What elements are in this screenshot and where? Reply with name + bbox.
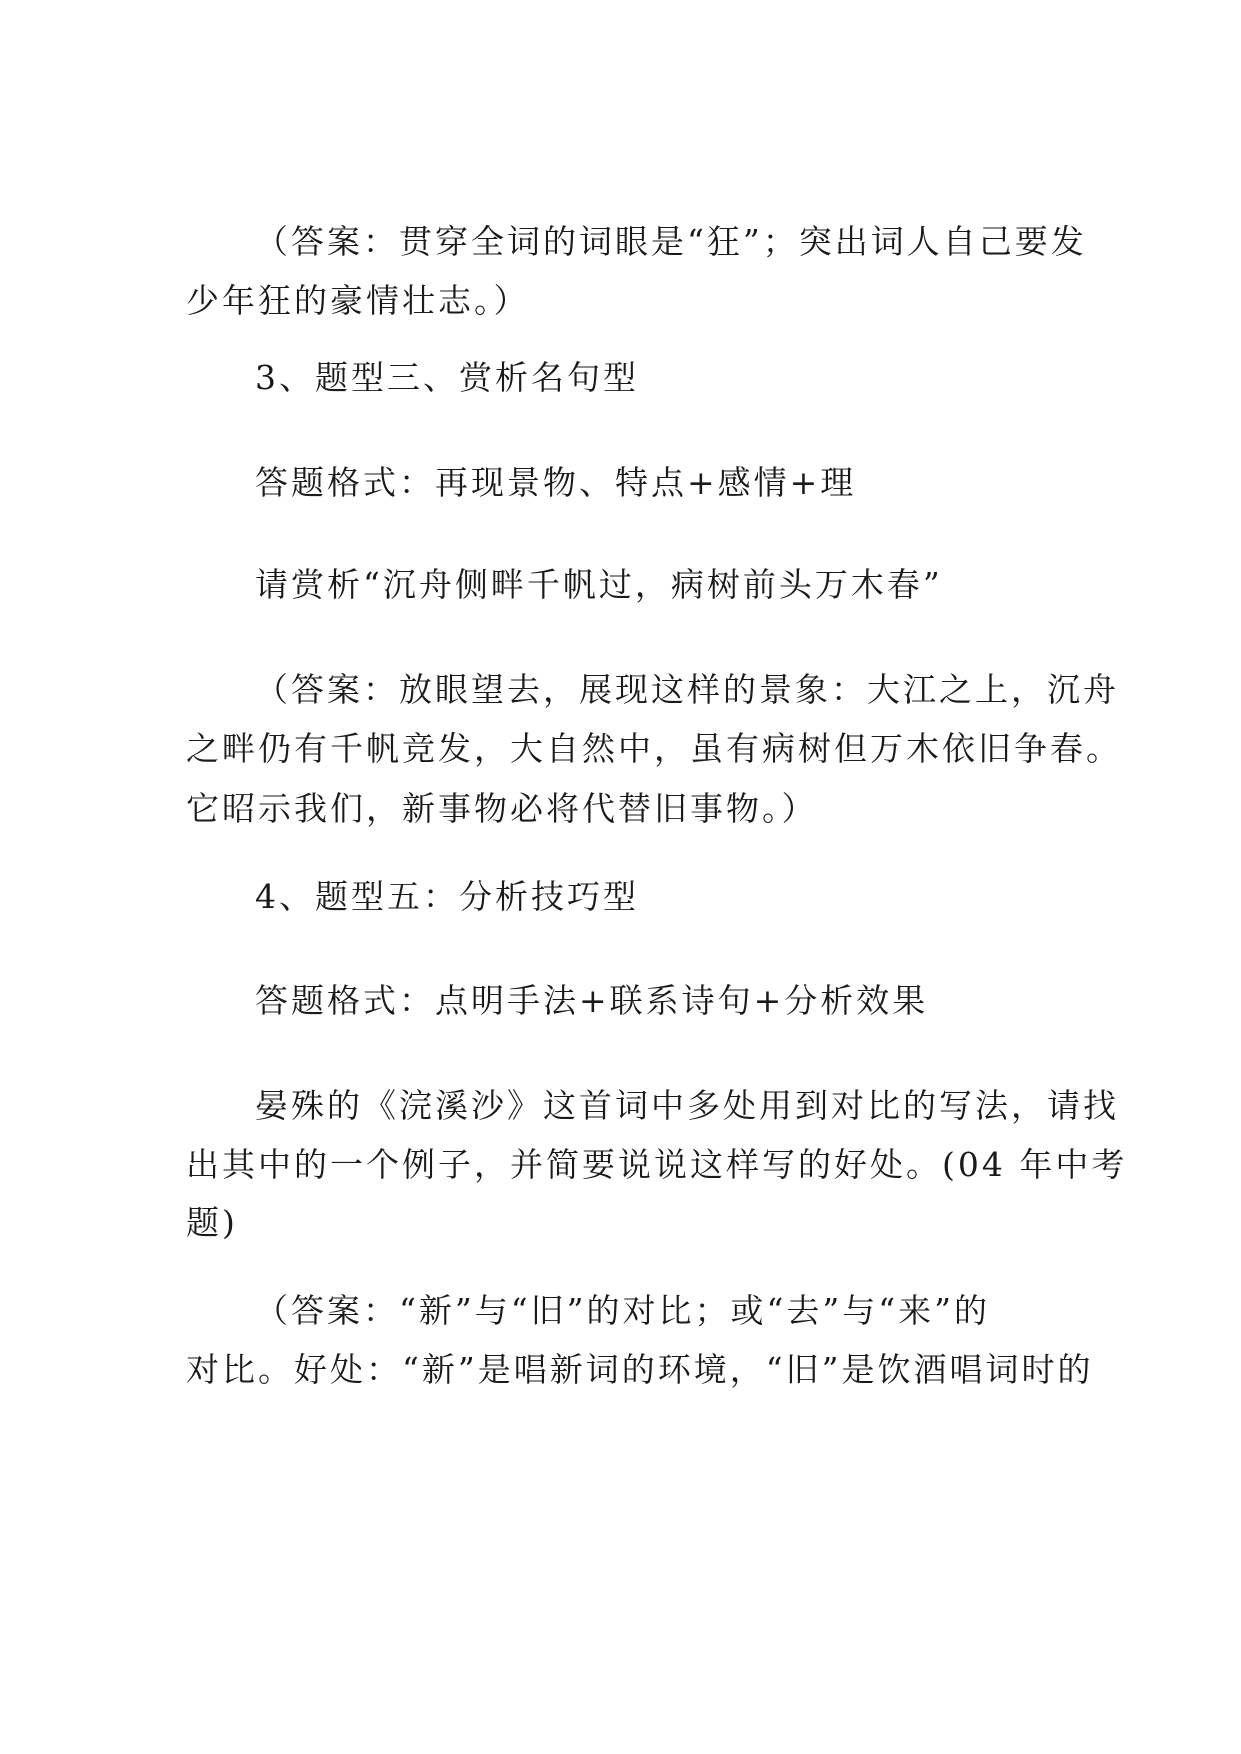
section-4-question-line-1: 晏殊的《浣溪沙》这首词中多处用到对比的写法，请找 <box>255 1086 1119 1125</box>
section-3-heading: 3、题型三、赏析名句型 <box>255 358 639 397</box>
answer-3-line-2: 之畔仍有千帆竞发，大自然中，虽有病树但万木依旧争春。 <box>186 729 1122 768</box>
answer-3-line-1: （答案：放眼望去，展现这样的景象：大江之上，沉舟 <box>255 670 1119 709</box>
section-4-heading: 4、题型五：分析技巧型 <box>255 877 639 916</box>
answer-4-line-2: 对比。好处：“新”是唱新词的环境，“旧”是饮酒唱词时的 <box>186 1350 1094 1389</box>
answer-4-line-1: （答案：“新”与“旧”的对比；或“去”与“来”的 <box>255 1291 990 1330</box>
section-4-format: 答题格式：点明手法+联系诗句+分析效果 <box>255 981 929 1020</box>
section-3-format: 答题格式：再现景物、特点+感情+理 <box>255 463 857 502</box>
answer-1-line-2: 少年狂的豪情壮志。） <box>186 281 530 320</box>
answer-3-line-3: 它昭示我们，新事物必将代替旧事物。） <box>186 789 818 828</box>
section-4-question-line-2: 出其中的一个例子，并简要说说这样写的好处。(04 年中考 <box>186 1145 1128 1184</box>
section-4-question-line-3: 题) <box>186 1203 238 1242</box>
answer-1-line-1: （答案：贯穿全词的词眼是“狂”；突出词人自己要发 <box>255 222 1087 261</box>
section-3-question: 请赏析“沉舟侧畔千帆过，病树前头万木春” <box>255 565 943 604</box>
